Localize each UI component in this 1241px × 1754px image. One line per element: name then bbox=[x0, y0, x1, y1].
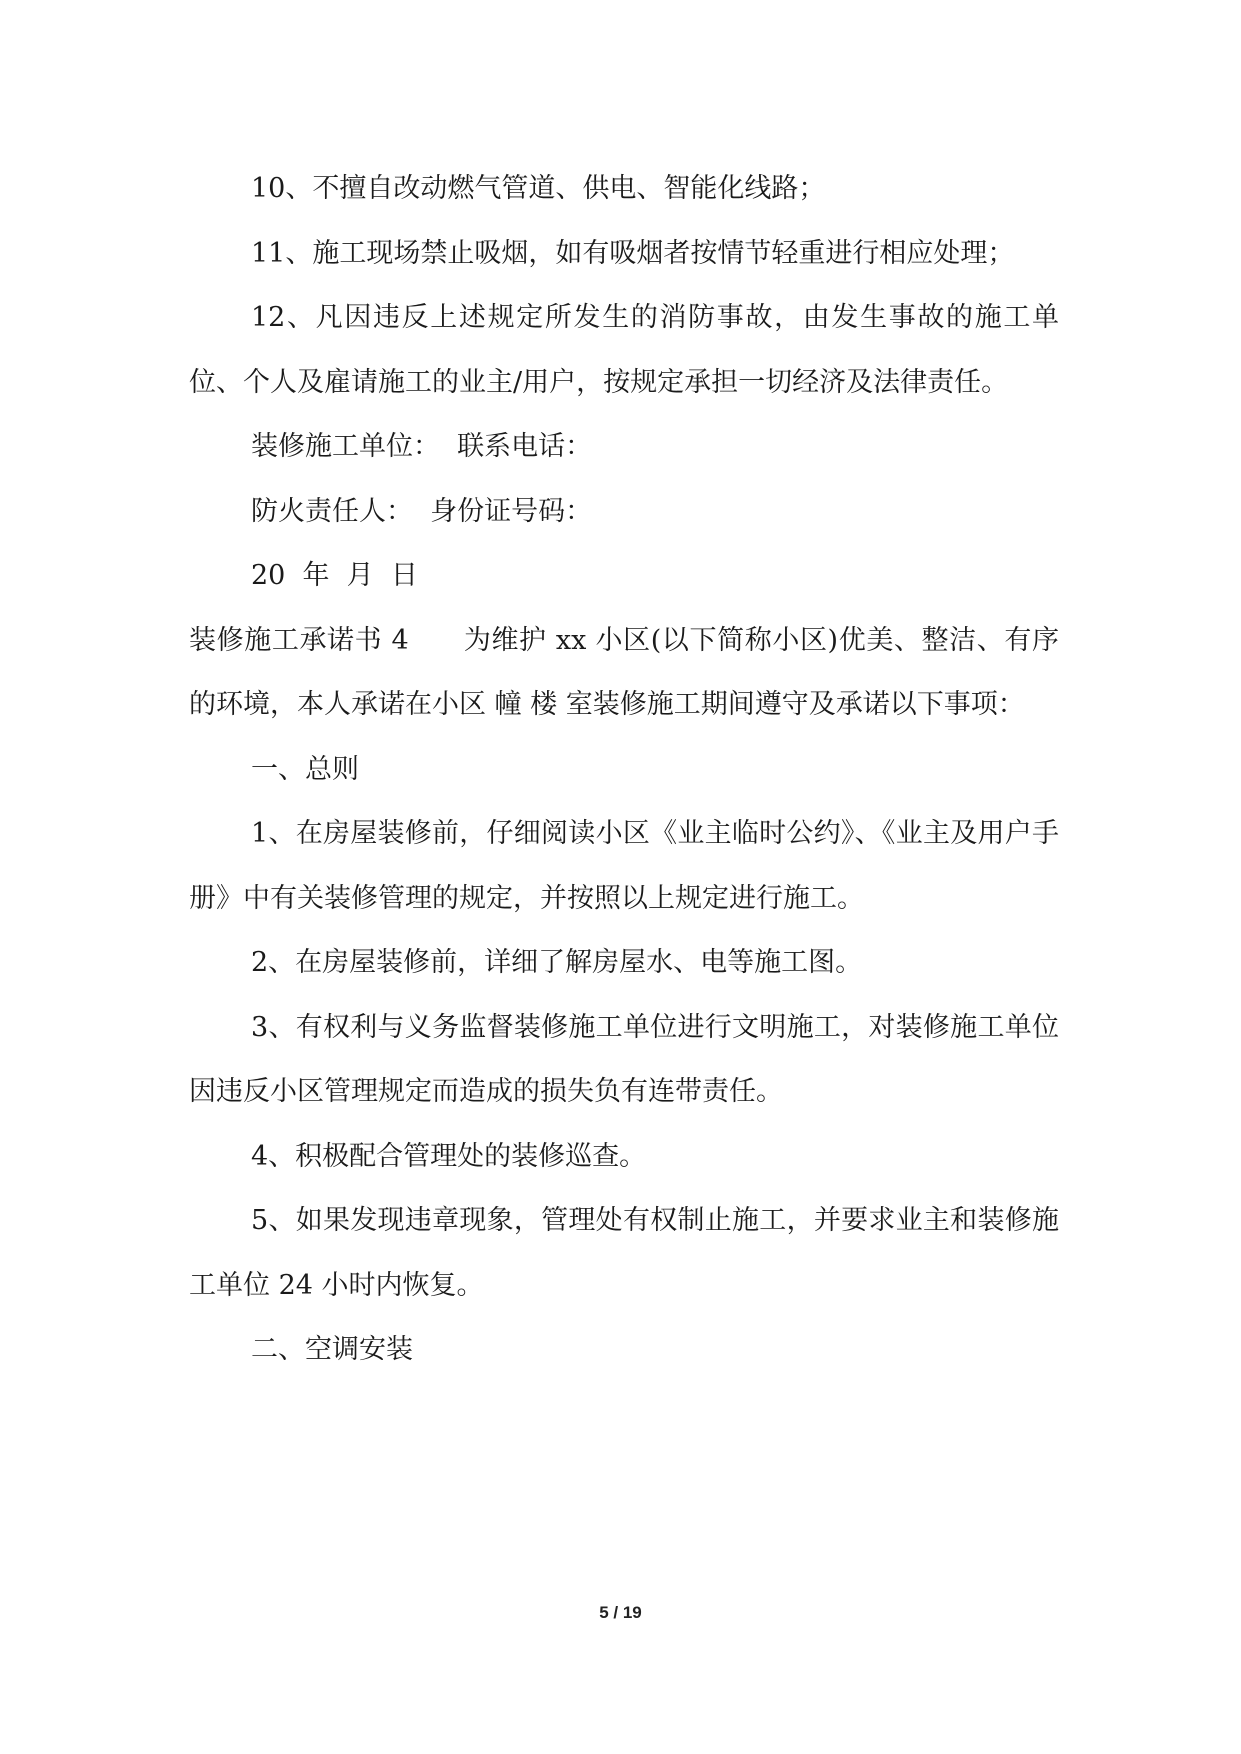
document-body bbox=[189, 157, 1059, 1383]
section-heading-air-conditioning: 二、空调安装 bbox=[251, 1334, 413, 1365]
paragraph-item-11: 11、施工现场禁止吸烟，如有吸烟者按情节轻重进行相应处理； bbox=[251, 237, 1015, 269]
rule-item-2: 2、在房屋装修前，详细了解房屋水、电等施工图。 bbox=[251, 947, 863, 978]
section-heading-general: 一、总则 bbox=[251, 753, 359, 785]
page-number: 5 / 19 bbox=[599, 1603, 642, 1622]
date-line: 20 年 月 日 bbox=[251, 560, 418, 591]
rule-item-3: 3、有权利与义务监督装修施工单位进行文明施工，对装修施工单位因违反小区管理规定而造成的损失负有连带责任。 bbox=[189, 1011, 1059, 1107]
rule-item-5: 5、如果发现违章现象，管理处有权制止施工，并要求业主和装修施工单位 24 小时内恢复。 bbox=[189, 1205, 1059, 1301]
paragraph-item-12: 12、凡因违反上述规定所发生的消防事故，由发生事故的施工单位、个人及雇请施工的业主/用户，按规定承担一切经济及法律责任。 bbox=[189, 302, 1059, 398]
paragraph-item-10: 10、不擅自改动燃气管道、供电、智能化线路； bbox=[251, 173, 826, 204]
rule-item-1: 1、在房屋装修前，仔细阅读小区《业主临时公约》、《业主及用户手册》中有关装修管理的规定，并按照以上规定进行施工。 bbox=[189, 818, 1059, 914]
rule-item-4: 4、积极配合管理处的装修巡查。 bbox=[251, 1140, 647, 1172]
contractor-contact-line: 装修施工单位： 联系电话： bbox=[251, 431, 593, 462]
commitment-letter-intro: 装修施工承诺书 4 为维护 xx 小区(以下简称小区)优美、整洁、有序的环境，本人承诺在小区 幢 楼 室装修施工期间遵守及承诺以下事项： bbox=[189, 624, 1059, 720]
fire-responsible-line: 防火责任人： 身份证号码： bbox=[251, 495, 593, 527]
